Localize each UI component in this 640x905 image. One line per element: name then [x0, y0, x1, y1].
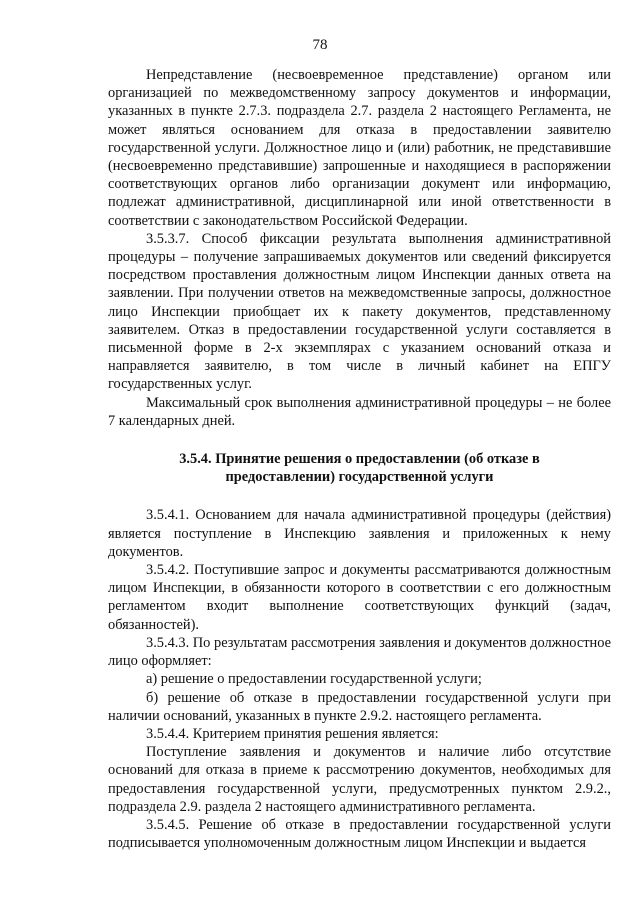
paragraph-criteria: Поступление заявления и документов и наличие либо отсутствие оснований для отказа в приеме к рассмотрению документов, необходимых для предоставления государственной услуги, предусмотренных пунктом 2.9.2., подраздела 2.9. раздела 2 настоящего административного регламента. [108, 744, 611, 815]
list-item-a: а) решение о предоставлении государственной услуги; [146, 671, 482, 688]
list-item-b: б) решение об отказе в предоставлении государственной услуги при наличии оснований, указанных в пункте 2.9.2. настоящего регламента. [108, 689, 611, 724]
paragraph-3-5-4-2: 3.5.4.2. Поступившие запрос и документы рассматриваются должностным лицом Инспекции, в обязанности которого в соответствии с его должностным регламентом входит выполнение соответствующих функций (задач, обязанностей). [108, 562, 611, 633]
paragraph-3-5-3-7: 3.5.3.7. Способ фиксации результата выполнения административной процедуры – получение запрашиваемых документов или сведений фиксируется посредством проставления должностным лицом Инспекции данных ответа на заявлении. При получении ответов на межведомственные запросы, должностное лицо Инспекции приобщает их к пакету документов, представленному заявителем. Отказ в предоставлении государственной услуги составляется в письменной форме в 2-х экземплярах с указанием оснований отказа и направляется заявителю, в том числе в личный кабинет на ЕПГУ государственных услуг. [108, 230, 611, 393]
paragraph-3-5-4-3: 3.5.4.3. По результатам рассмотрения заявления и документов должностное лицо оформляет: [108, 634, 611, 670]
paragraph-nonsubmission-liability: Непредставление (несвоевременное представление) органом или организацией по межведомственному запросу документов и информации, указанных в пункте 2.7.3. подраздела 2.7. раздела 2 настоящего Регламента, не может являться основанием для отказа в предоставлении заявителю государственной услуги. Должностное лицо и (или) работник, не представившие (несвоевременно представившие) запрошенные и находящиеся в распоряжении соответствующих органов либо организации документ или информацию, подлежат административной, дисциплинарной или иной ответственности в соответствии с законодательством Российской Федерации. [108, 67, 611, 229]
section-heading-3-5-4: 3.5.4. Принятие решения о предоставлении (об отказе в предоставлении) государственной услуги [179, 451, 540, 486]
paragraph-3-5-4-1: 3.5.4.1. Основанием для начала административной процедуры (действия) является поступление в Инспекцию заявления и приложенных к нему документов. [108, 507, 611, 560]
paragraph-3-5-4-5: 3.5.4.5. Решение об отказе в предоставлении государственной услуги подписывается уполномоченным должностным лицом Инспекции и выдается [108, 816, 611, 852]
paragraph-3-5-4-4: 3.5.4.4. Критерием принятия решения является: [146, 725, 439, 742]
paragraph-max-term: Максимальный срок выполнения административной процедуры – не более 7 календарных дней. [108, 394, 611, 429]
page-number: 78 [312, 37, 328, 53]
document-body [108, 66, 611, 852]
